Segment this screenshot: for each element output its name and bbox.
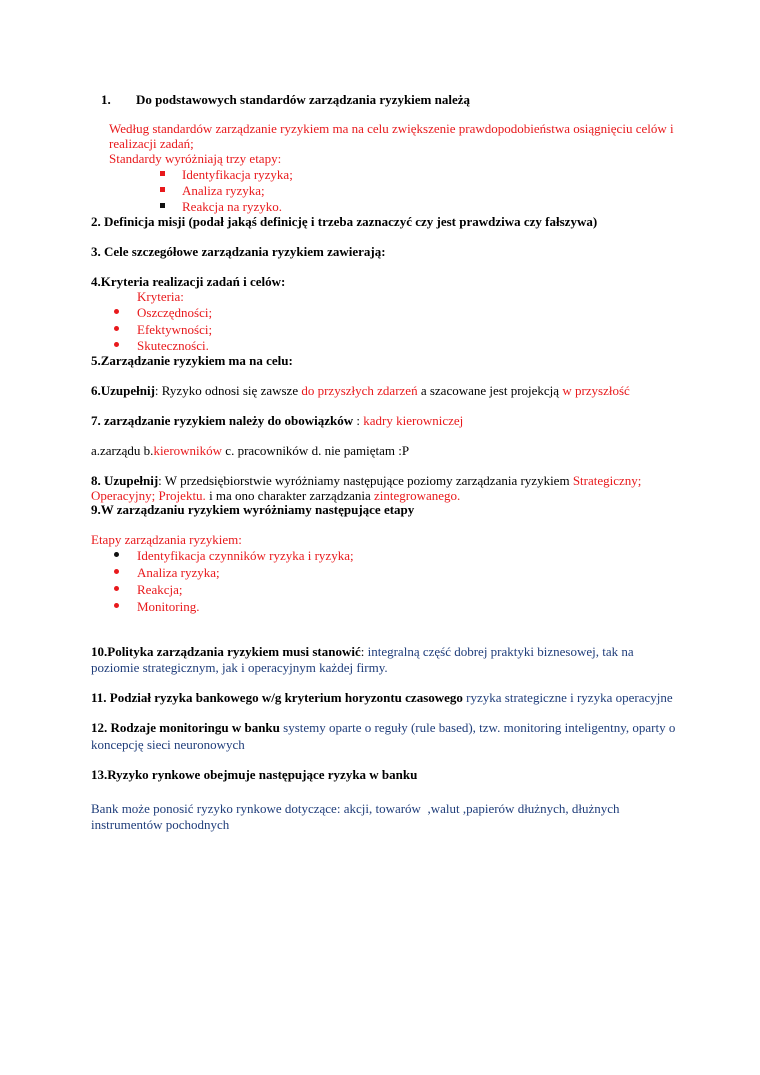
q1-stages-intro: Standardy wyróżniają trzy etapy: <box>109 151 282 166</box>
q9-stages-label: Etapy zarządzania ryzykiem: <box>91 532 242 547</box>
q9-text: 9.W zarządzaniu ryzykiem wyróżniamy następujące etapy <box>91 502 415 517</box>
q9-stage-item: Identyfikacja czynników ryzyka i ryzyka; <box>137 548 354 563</box>
q6-text-part2: a szacowane jest projekcją <box>417 383 563 398</box>
square-bullet-icon <box>160 171 165 176</box>
q8-answer-3: zintegrowanego. <box>374 488 461 503</box>
q8-answer-2: Operacyjny; Projektu. <box>91 488 206 503</box>
q9-stage-item: Monitoring. <box>137 599 200 614</box>
q7-colon: : <box>353 413 364 428</box>
round-bullet-icon <box>114 342 119 347</box>
q7-option-b-answer: kierowników <box>153 443 223 458</box>
q10-answer-1: integralną część dobrej praktyki biznesowej, tak na <box>367 644 634 659</box>
q4-criteria-item: Oszczędności; <box>137 305 213 320</box>
q1-number: 1. <box>101 92 111 107</box>
q13-answer-1: Bank może ponosić ryzyko rynkowe dotyczące: akcji, towarów ,walut ,papierów dłużnych, dłużnych <box>91 801 620 816</box>
round-bullet-icon <box>114 586 119 591</box>
q9-stage-item: Analiza ryzyka; <box>137 565 220 580</box>
q11-line <box>91 689 673 706</box>
q6-text-part1: : Ryzyko odnosi się zawsze <box>154 383 302 398</box>
q1-answer-line1: Według standardów zarządzanie ryzykiem ma na celu zwiększenie prawdopodobieństwa osiągnięciu celów i <box>109 121 674 136</box>
q10-answer-2: poziomie strategicznym, jak i operacyjnym każdej firmy. <box>91 660 388 675</box>
q6-label: 6.Uzupełnij <box>91 383 155 398</box>
q13-answer-2: instrumentów pochodnych <box>91 817 230 832</box>
q12-line1 <box>91 719 675 736</box>
q6-answer-1: do przyszłych zdarzeń <box>301 383 418 398</box>
q1-stage-item: Analiza ryzyka; <box>182 183 265 198</box>
q11-answer: ryzyka strategiczne i ryzyka operacyjne <box>466 690 673 705</box>
round-bullet-icon <box>114 603 119 608</box>
q8-label: 8. Uzupełnij <box>91 473 159 488</box>
q4-criteria-label: Kryteria: <box>137 289 184 304</box>
q2-text: 2. Definicja misji (podał jakąś definicję i trzeba zaznaczyć czy jest prawdziwa czy fałszywa) <box>91 214 598 229</box>
q3-text: 3. Cele szczegółowe zarządzania ryzykiem zawierają: <box>91 244 386 259</box>
round-bullet-icon <box>114 326 119 331</box>
q7-label: 7. zarządzanie ryzykiem należy do obowiązków <box>91 413 354 428</box>
q1-title: Do podstawowych standardów zarządzania ryzykiem należą <box>136 92 471 107</box>
q5-text: 5.Zarządzanie ryzykiem ma na celu: <box>91 353 293 368</box>
q12-answer-2: koncepcję sieci neuronowych <box>91 737 245 752</box>
q4-criteria-item: Skuteczności. <box>137 338 209 353</box>
round-bullet-icon <box>114 552 119 557</box>
q10-line1 <box>91 643 634 660</box>
q1-stage-item: Identyfikacja ryzyka; <box>182 167 293 182</box>
round-bullet-icon <box>114 569 119 574</box>
q12-answer-1: systemy oparte o reguły (rule based), tzw. monitoring inteligentny, oparty o <box>283 720 676 735</box>
q8-text-part2: i ma ono charakter zarządzania <box>205 488 374 503</box>
q13-label: 13.Ryzyko rynkowe obejmuje następujące ryzyka w banku <box>91 767 418 782</box>
q12-label: 12. Rodzaje monitoringu w banku <box>91 720 280 735</box>
q4-text: 4.Kryteria realizacji zadań i celów: <box>91 274 286 289</box>
q10-colon: : <box>360 644 368 659</box>
q4-criteria-item: Efektywności; <box>137 322 213 337</box>
q7-options <box>91 442 409 459</box>
square-bullet-icon <box>160 203 165 208</box>
q1-stage-item: Reakcja na ryzyko. <box>182 199 282 214</box>
q7-answer: kadry kierowniczej <box>363 413 464 428</box>
square-bullet-icon <box>160 187 165 192</box>
q7-option-rest: c. pracowników d. nie pamiętam :P <box>222 443 410 458</box>
q8-text-part1: : W przedsiębiorstwie wyróżniamy następujące poziomy zarządzania ryzykiem <box>158 473 573 488</box>
q10-label: 10.Polityka zarządzania ryzykiem musi stanowić <box>91 644 361 659</box>
round-bullet-icon <box>114 309 119 314</box>
q7-line <box>91 412 463 429</box>
q11-label: 11. Podział ryzyka bankowego w/g kryterium horyzontu czasowego <box>91 690 463 705</box>
q9-stage-item: Reakcja; <box>137 582 183 597</box>
q6-answer-2: w przyszłość <box>562 383 630 398</box>
q6-line <box>91 382 630 399</box>
q1-answer-line2: realizacji zadań; <box>109 136 194 151</box>
q8-answer-1: Strategiczny; <box>572 473 642 488</box>
q7-option-a: a.zarządu b. <box>91 443 154 458</box>
